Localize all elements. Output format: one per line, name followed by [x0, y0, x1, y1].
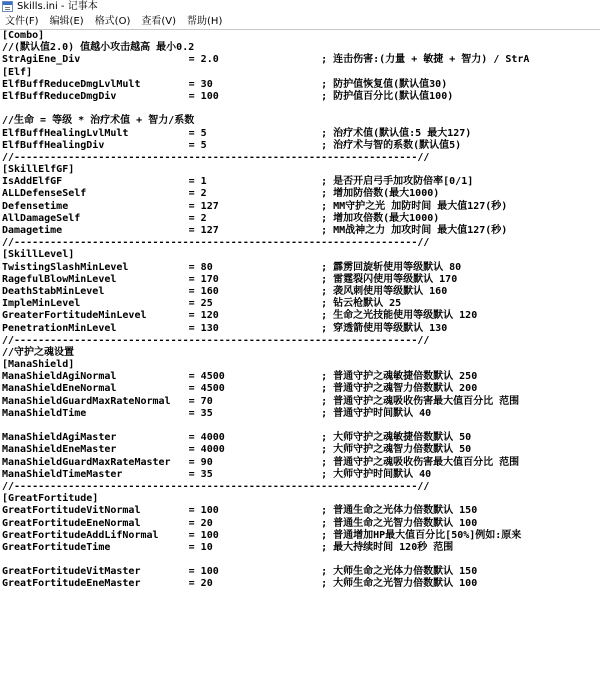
menu-edit[interactable]: 编辑(E) — [49, 15, 84, 27]
text-line[interactable]: [SkillElfGF] — [2, 164, 75, 176]
text-line[interactable]: //-------------------------------------------------------------------// — [2, 480, 430, 492]
menu-bar — [0, 13, 600, 30]
text-line[interactable]: //(默认值2.0) 值越小攻击越高 最小0.2 — [2, 42, 195, 54]
text-line[interactable]: ElfBuffReduceDmgLvlMult = 30 ; 防护值恢复值(默认值30) — [2, 78, 448, 90]
text-line[interactable]: GreatFortitudeEneMaster = 20 ; 大师生命之光智力倍数默认 100 — [2, 578, 478, 590]
text-line[interactable]: GreatFortitudeVitMaster = 100 ; 大师生命之光体力倍数默认 150 — [2, 566, 478, 578]
text-line[interactable]: [Elf] — [2, 66, 33, 78]
menu-format[interactable]: 格式(O) — [94, 15, 131, 27]
menu-file[interactable]: 文件(F) — [5, 15, 39, 27]
notepad-icon — [2, 1, 13, 12]
text-line[interactable]: StrAgiEne_Div = 2.0 ; 连击伤害:(力量 + 敏捷 + 智力) / StrA — [2, 54, 530, 66]
text-line[interactable]: ManaShieldTimeMaster = 35 ; 大师守护时间默认 40 — [2, 468, 432, 480]
text-line[interactable]: ElfBuffHealingDiv = 5 ; 治疗术与智的系数(默认值5) — [2, 139, 462, 151]
text-line[interactable]: ManaShieldAgiNormal = 4500 ; 普通守护之魂敏捷倍数默认 250 — [2, 371, 478, 383]
text-line[interactable]: [ManaShield] — [2, 359, 75, 371]
menu-view[interactable]: 查看(V) — [141, 15, 177, 27]
text-line[interactable]: Defensetime = 127 ; MM守护之光 加防时间 最大值127(秒) — [2, 200, 508, 212]
text-line[interactable]: [Combo] — [2, 30, 45, 41]
text-line[interactable] — [2, 554, 600, 566]
text-line[interactable]: TwistingSlashMinLevel = 80 ; 霹雳回旋斩使用等级默认 80 — [2, 261, 462, 273]
text-line[interactable]: AllDamageSelf = 2 ; 增加攻倍数(最大1000) — [2, 212, 440, 224]
text-line[interactable]: ManaShieldAgiMaster = 4000 ; 大师守护之魂敏捷倍数默认 50 — [2, 432, 472, 444]
text-line[interactable]: //-------------------------------------------------------------------// — [2, 237, 430, 249]
text-line[interactable]: ManaShieldGuardMaxRateMaster = 90 ; 普通守护之魂吸收伤害最大值百分比 范围 — [2, 456, 520, 468]
text-line[interactable]: ManaShieldEneNormal = 4500 ; 普通守护之魂智力倍数默认 200 — [2, 383, 478, 395]
text-line[interactable]: ElfBuffHealingLvlMult = 5 ; 治疗术值(默认值:5 最大127) — [2, 127, 472, 139]
text-line[interactable]: ElfBuffReduceDmgDiv = 100 ; 防护值百分比(默认值100) — [2, 90, 454, 102]
text-line[interactable]: //守护之魂设置 — [2, 346, 75, 358]
text-line[interactable]: GreaterFortitudeMinLevel = 120 ; 生命之光技能使用等级默认 120 — [2, 310, 478, 322]
text-line[interactable]: PenetrationMinLevel = 130 ; 穿透箭使用等级默认 130 — [2, 322, 448, 334]
text-line[interactable]: Damagetime = 127 ; MM战神之力 加攻时间 最大值127(秒) — [2, 225, 508, 236]
text-editor[interactable] — [0, 30, 600, 676]
text-line[interactable]: [GreatFortitude] — [2, 493, 99, 505]
text-line[interactable]: ManaShieldGuardMaxRateNormal = 70 ; 普通守护之魂吸收伤害最大值百分比 范围 — [2, 395, 520, 407]
text-line[interactable]: ManaShieldEneMaster = 4000 ; 大师守护之魂智力倍数默认 50 — [2, 444, 472, 456]
text-line[interactable]: RagefulBlowMinLevel = 170 ; 雷霆裂闪使用等级默认 170 — [2, 273, 458, 285]
title-bar[interactable] — [0, 0, 600, 13]
text-line[interactable]: GreatFortitudeEneNormal = 20 ; 普通生命之光智力倍数默认 100 — [2, 517, 478, 529]
menu-help[interactable]: 帮助(H) — [187, 15, 223, 27]
text-line[interactable]: ManaShieldTime = 35 ; 普通守护时间默认 40 — [2, 407, 432, 419]
text-line[interactable]: //生命 = 等级 * 治疗术值 + 智力/系数 — [2, 115, 195, 127]
text-line[interactable]: DeathStabMinLevel = 160 ; 袭风刺使用等级默认 160 — [2, 285, 448, 297]
text-line[interactable]: //-------------------------------------------------------------------// — [2, 334, 430, 346]
text-line[interactable] — [2, 103, 600, 115]
window-title: Skills.ini - 记事本 — [17, 1, 98, 12]
text-line[interactable]: ImpleMinLevel = 25 ; 钻云枪默认 25 — [2, 298, 402, 310]
text-line[interactable]: GreatFortitudeAddLifNormal = 100 ; 普通增加HP最大值百分比[50%]例如:原来 — [2, 529, 522, 541]
text-line[interactable]: ALLDefenseSelf = 2 ; 增加防倍数(最大1000) — [2, 188, 440, 200]
text-line[interactable]: IsAddElfGF = 1 ; 是否开启弓手加攻防倍率[0/1] — [2, 176, 474, 188]
text-line[interactable]: GreatFortitudeTime = 10 ; 最大持续时间 120秒 范围 — [2, 541, 454, 553]
text-line[interactable] — [2, 420, 600, 432]
text-line[interactable]: GreatFortitudeVitNormal = 100 ; 普通生命之光体力倍数默认 150 — [2, 505, 478, 517]
editor-content[interactable] — [0, 30, 600, 591]
text-line[interactable]: [SkillLevel] — [2, 249, 75, 261]
text-line[interactable]: //-------------------------------------------------------------------// — [2, 151, 430, 163]
